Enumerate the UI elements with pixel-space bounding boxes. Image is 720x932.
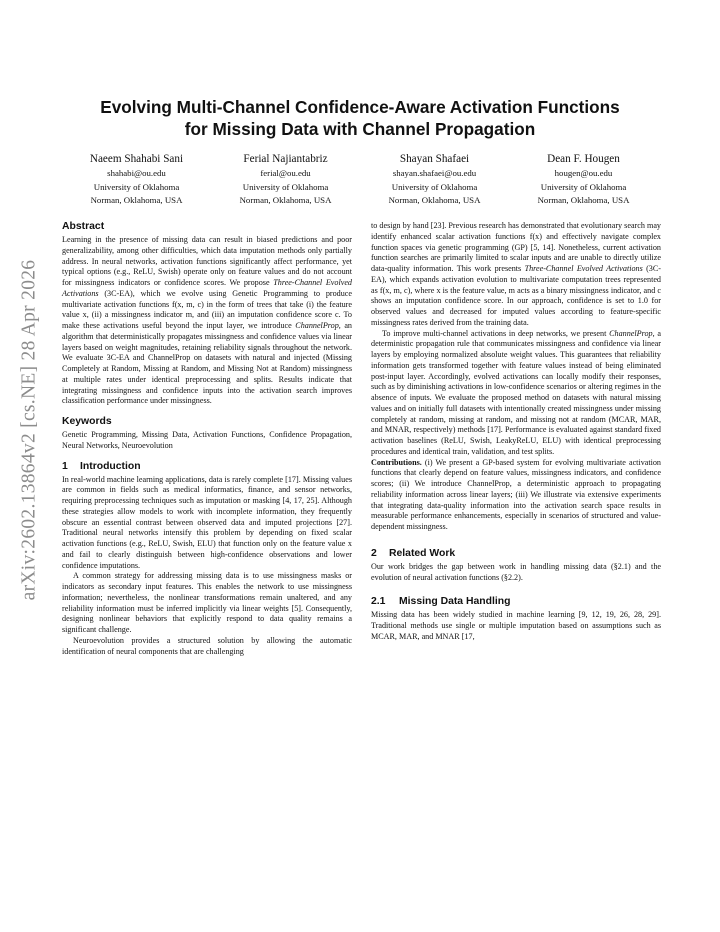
author-name: Naeem Shahabi Sani — [89, 153, 184, 165]
section-title: Introduction — [80, 460, 141, 472]
author-affiliation: University of Oklahoma — [242, 181, 329, 192]
related-work-paragraph: Our work bridges the gap between work in handling missing data (§2.1) and the evolution of neural activation functions (§2.2). — [371, 561, 661, 582]
author-location: Norman, Oklahoma, USA — [388, 195, 481, 205]
abstract-part: Learning in the presence of missing data can result in biased predictions and poor generalizability, among other difficulties, which data imputation methods only partially address. In neural networks, activation functions significantly affect performance, yet typical options (e.g., ReLU, Swish) operate only on feature values and do not account for missingness indicators or confidence scores. We propose — [62, 235, 352, 287]
intro-emphasis: Three-Channel Evolved Activations — [524, 264, 643, 273]
section-introduction-heading — [62, 460, 352, 473]
intro-part: , a deterministic propagation rule that communicates missingness and confidence via linear layers by employing normalized absolute weight values. This guarantees that reliability information gets transformed together with feature values instead of being eliminated post-input layer. Accordingly, evolved activations can locally modify their responses, such as by diminishing activations in low-confidence scenarios or altering regimes in the absence of inputs. We evaluate the proposed method on datasets with natural missing values and on initially full datasets with intentionally created missingness under missing completely at random, missing at random, and missing not at random (MCAR, MAR, and MNAR, respectively) methods [17]. Performance is evaluated against standard fixed activation baselines (ReLU, Swish, LeakyReLU, ELU) with identical preprocessing procedures and identical train, validation, and test splits. — [371, 328, 661, 456]
author-email: shahabi@ou.edu — [107, 168, 166, 178]
author-4 — [509, 152, 658, 208]
author-location: Norman, Oklahoma, USA — [239, 195, 332, 205]
section-title: Related Work — [389, 547, 456, 559]
author-affiliation: University of Oklahoma — [391, 181, 478, 192]
right-column — [371, 221, 661, 643]
contributions-text: (i) We present a GP-based system for evolving multivariate activation functions that clearly depend on feature values, missingness indicators, and confidence scores; (ii) We introduce ChannelProp, a deterministic approach to propagating reliability information across linear layers; (iii) We illustrate via extensive experiments that integrating data-quality information into the activation search space results in measurable performance enhancements, especially in scenarios of structured and value-dependent missingness. — [371, 457, 661, 531]
keywords-text: Genetic Programming, Missing Data, Activation Functions, Confidence Propagation, Neural Networks, Neuroevolution — [62, 430, 352, 450]
abstract-part: , an algorithm that deterministically propagates missingness and confidence values via linear layers based on weight magnitudes, retaining reliability signals throughout the network. We evaluate 3C-EA and ChannelProp on datasets with natural and injected (Missing Completely at Random, Missing at Random, and Missing Not at Random) missingness at multiple rates under identical preprocessing and splits. Results indicate that integrating missingness and confidence inputs into the activation search improves classification performance under missingness. — [62, 321, 352, 406]
intro-paragraph-2: A common strategy for addressing missing data is to use missingness masks or indicators as secondary input features. This enables the network to use missingness information; nevertheless, the nonlinear transformations remain unaltered, and any reliability information must be inferred implicitly via linear weights [5]. Consequently, designing nonlinear behaviors that explicitly respond to data quality remains a significant challenge. — [62, 571, 352, 634]
paper-title — [60, 96, 660, 140]
left-column — [62, 220, 352, 657]
author-email: shayan.shafaei@ou.edu — [392, 168, 477, 178]
title-line-2: for Missing Data with Channel Propagation — [184, 119, 536, 139]
arxiv-sidebar — [18, 200, 40, 660]
author-email: ferial@ou.edu — [260, 168, 311, 178]
intro-emphasis: ChannelProp — [609, 328, 653, 338]
author-name: Dean F. Hougen — [547, 153, 620, 165]
missing-data-paragraph: Missing data has been widely studied in machine learning [9, 12, 19, 26, 28, 29]. Traditional methods use single or multiple imputation based on assumptions such as MCAR, MAR, and MNAR [17, — [371, 610, 661, 641]
subsection-missing-data-heading — [371, 595, 661, 608]
section-number: 2 — [371, 547, 377, 559]
intro-part: To improve multi-channel activations in deep networks, we present — [382, 328, 610, 338]
author-location: Norman, Oklahoma, USA — [90, 195, 183, 205]
intro-paragraph-3: Neuroevolution provides a structured solution by allowing the automatic identification of neural components that are challenging — [62, 635, 352, 656]
keywords-heading: Keywords — [62, 416, 112, 427]
author-affiliation: University of Oklahoma — [93, 181, 180, 192]
section-title: Missing Data Handling — [399, 596, 511, 608]
abstract-text — [62, 235, 352, 407]
contributions-paragraph — [371, 458, 661, 533]
title-line-1: Evolving Multi-Channel Confidence-Aware Activation Functions — [100, 97, 620, 117]
intro-paragraph-1: In real-world machine learning applications, data is rarely complete [17]. Missing values are common in fields such as medical informatics, finance, and sensor networks, requiring preprocessing techniques such as imputation or masking [4, 17, 25]. Although these strategies allow models to work with incomplete information, they frequently obscure an essential contrast between observed data and imputed projections [27]. Traditional neural networks intensify this problem by depending on fixed scalar activation functions (e.g., ReLU, Swish, ELU) that function only on the feature value x and fail to clearly distinguish between high-confidence observations and lower confidence imputations. — [62, 474, 352, 570]
author-affiliation: University of Oklahoma — [540, 181, 627, 192]
author-location: Norman, Oklahoma, USA — [537, 195, 630, 205]
section-number: 2.1 — [371, 596, 386, 608]
intro-paragraph-4 — [371, 329, 661, 458]
author-name: Shayan Shafaei — [399, 153, 470, 165]
author-name: Ferial Najiantabriz — [243, 153, 328, 165]
author-block — [62, 152, 658, 208]
author-3 — [360, 152, 509, 208]
intro-paragraph-3-continued — [371, 221, 661, 329]
contributions-lead: Contributions. — [371, 457, 422, 467]
section-related-work-heading — [371, 547, 661, 560]
intro-part: (3C-EA), which expands activation evolution to multivariate computation trees represented as f(x, m, c), where x is the feature value, m acts as a binary missingness indicator, and c shows an imputation confidence score. In our approach, confidence is set to 1.0 for observed values and decreased for imputed values according to feature-specific missingness rates derived from the training data. — [371, 264, 661, 327]
abstract-heading: Abstract — [62, 221, 105, 232]
author-email: hougen@ou.edu — [554, 168, 613, 178]
author-1 — [62, 152, 211, 208]
arxiv-identifier: arXiv:2602.13864v2 [cs.NE] 28 Apr 2026 — [18, 259, 40, 601]
abstract-part: (3C-EA), which we evolve using Genetic Programming to produce multivariate activation functions f(x, m, c) in the form of trees that take (i) the feature value x, (ii) a missingness indicator m, and (iii) an imputation confidence score c. To make these activations useful beyond the input layer, we introduce — [62, 288, 352, 330]
abstract-emphasis: Three-Channel Evolved Activations — [62, 278, 352, 298]
section-number: 1 — [62, 460, 68, 472]
intro-part: to design by hand [23]. Previous research has demonstrated that evolutionary search may identify enhanced scalar activation functions f(x) and effectively navigate complex function spaces via genetic programming (GP) [5, 14]. Nonetheless, current activation function searches are primarily limited to scalar inputs and are unable to directly utilize data-quality information. This work presents — [371, 221, 661, 273]
abstract-emphasis: ChannelProp — [295, 321, 339, 330]
author-2 — [211, 152, 360, 208]
